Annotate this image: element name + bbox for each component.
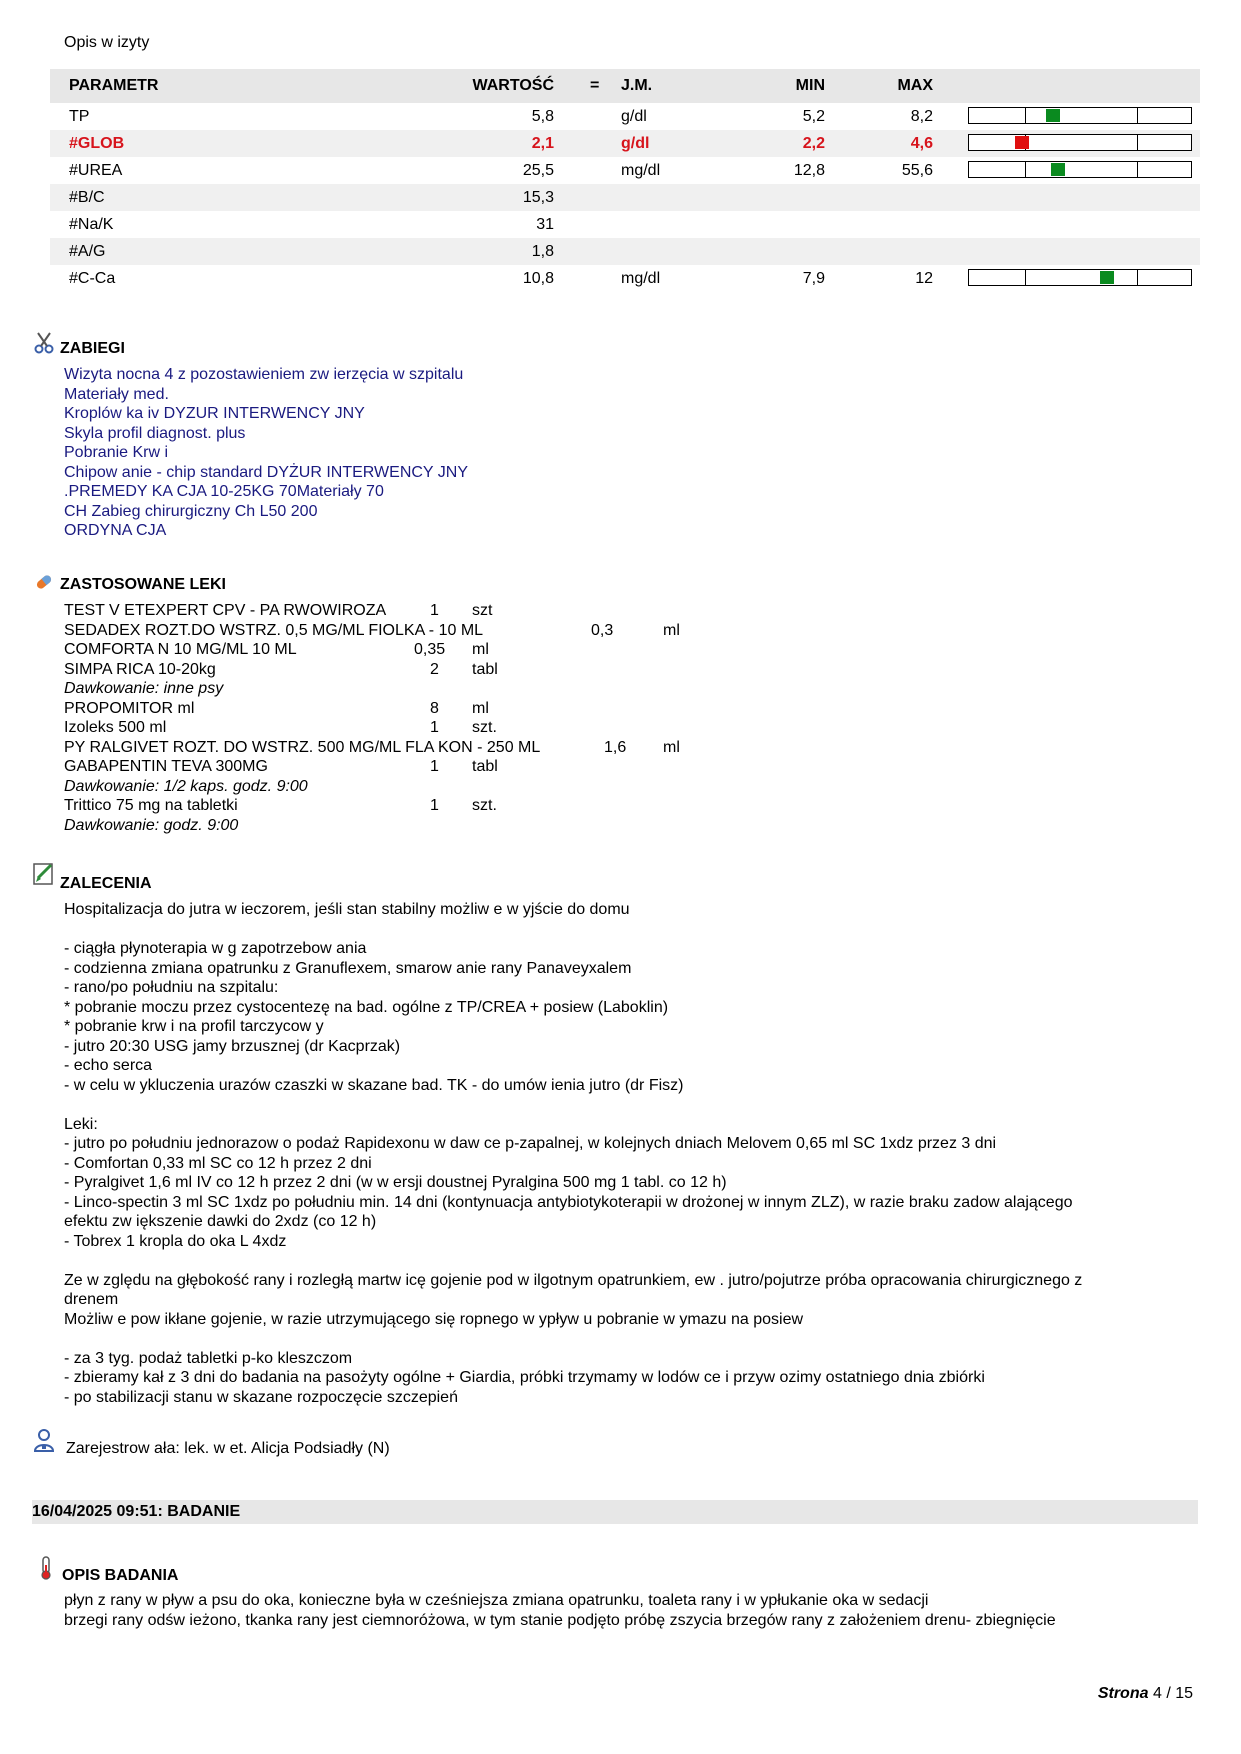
procedure-item: Skyla profil diagnost. plus [64,424,246,442]
procedure-item: Kroplów ka iv DYZUR INTERWENCY JNY [64,405,365,422]
lab-max: 8,2 [910,107,933,125]
recommendation-line: - echo serca [64,1057,153,1074]
lab-row [50,265,1200,292]
lab-max: 12 [915,269,933,287]
lab-value: 10,8 [522,269,554,287]
medication-qty: 0,3 [591,621,614,639]
procedures-title: ZABIEGI [60,340,125,357]
medication-qty: 2 [430,660,439,678]
lab-max: 55,6 [901,161,933,179]
medication-name: COMFORTA N 10 MG/ML 10 ML [64,641,297,658]
page-number: 4 [1152,1685,1162,1702]
procedure-item: .PREMEDY KA CJA 10-25KG 70Materiały 70 [64,483,384,500]
lab-value: 31 [536,215,554,233]
thermometer-icon [35,1556,57,1580]
lab-min: 12,8 [793,161,825,179]
recommendation-line [64,1251,1184,1271]
range-bar [968,134,1192,151]
recommendation-line: * pobranie moczu przez cystocentezę na bad. ogólne z TP/CREA + posiew (Laboklin) [64,998,669,1016]
lab-max: 4,6 [910,134,933,152]
range-marker [1100,271,1114,284]
medication-qty: 1 [430,602,439,619]
recommendation-line: * pobranie krw i na profil tarczycow y [64,1018,324,1035]
header-min: MIN [795,77,825,94]
medications-title: ZASTOSOWANE LEKI [60,576,226,593]
scissors-icon [33,331,55,355]
medication-name: PROPOMITOR ml [64,699,195,717]
medication-qty: 1,6 [604,738,627,756]
medication-name: PY RALGIVET ROZT. DO WSTRZ. 500 MG/ML FLA KON - 250 ML [64,738,541,756]
medication-unit: ml [663,738,680,756]
procedure-item: Chipow anie - chip standard DYŻUR INTERWENCY JNY [64,463,468,481]
lab-row [50,157,1200,184]
exam-line: płyn z rany w pływ a psu do oka, konieczne była w cześniejsza zmiana opatrunku, toaleta rany i w ypłukanie oka w sedacji [64,1592,929,1609]
procedure-item: Pobranie Krw i [64,444,169,461]
recommendation-line: Ze w zględu na głębokość rany i rozległą martw icę gojenie pod w ilgotnym opatrunkiem, ew . jutro/pojutrze próba opracowania chirurgicznego z [64,1271,1083,1289]
header-value: WARTOŚĆ [472,77,554,94]
lab-min: 2,2 [802,134,825,152]
procedure-item: Materiały med. [64,385,169,403]
lab-param: #UREA [69,161,123,179]
range-marker [1046,109,1060,122]
range-marker [1015,136,1029,149]
medication-qty: 1 [430,719,439,736]
pill-icon [33,570,55,594]
recommendation-line: - po stabilizacji stanu w skazane rozpoczęcie szczepień [64,1388,458,1406]
range-bar [968,107,1192,124]
medication-qty: 1 [430,797,439,814]
recommendation-line: Hospitalizacja do jutra w ieczorem, jeśli stan stabilny możliw e w yjście do domu [64,901,630,918]
visit-title: Opis w izyty [64,34,150,51]
dosage-text: Dawkowanie: godz. 9:00 [64,816,239,834]
exam-description [64,1591,1056,1630]
recommendation-line: - Linco-spectin 3 ml SC 1xdz po południu min. 14 dni (kontynuacja antybiotykoterapii w drożonej w innym ZLZ), w razie braku zadow alającego [64,1193,1073,1211]
medication-qty: 1 [430,758,439,775]
range-bar [968,161,1192,178]
recommendation-line: - jutro 20:30 USG jamy brzusznej (dr Kacprzak) [64,1037,401,1055]
medication-name: SEDADEX ROZT.DO WSTRZ. 0,5 MG/ML FIOLKA - 10 ML [64,621,484,639]
lab-unit: mg/dl [621,161,661,179]
medication-unit: szt [472,602,493,619]
medication-unit: tabl [472,758,498,775]
range-bar [968,269,1192,286]
page-footer [1098,1685,1193,1703]
lab-value: 25,5 [522,161,554,179]
lab-results-table [50,69,1200,292]
lab-value: 15,3 [522,188,554,206]
procedure-item: CH Zabieg chirurgiczny Ch L50 200 [64,502,318,520]
medication-unit: szt. [472,719,497,736]
lab-param: #GLOB [69,134,125,152]
recommendation-line: - Tobrex 1 kropla do oka L 4xdz [64,1232,287,1250]
medication-name: Trittico 75 mg na tabletki [64,797,238,814]
exam-date-bar [32,1500,1198,1524]
lab-param: #C-Ca [69,269,116,287]
header-param: PARAMETR [69,77,159,94]
lab-min: 7,9 [802,269,825,287]
lab-row [50,184,1200,211]
lab-param: #A/G [69,242,106,260]
lab-table-header [50,69,1200,103]
recommendation-line: - ciągła płynoterapia w g zapotrzebow ania [64,940,367,957]
lab-row [50,238,1200,265]
medication-name: SIMPA RICA 10-20kg [64,660,216,678]
lab-min: 5,2 [802,107,825,125]
lab-row [50,103,1200,130]
recommendation-line [64,1095,1184,1115]
header-unit: J.M. [621,77,653,94]
lab-row [50,211,1200,238]
medication-name: GABAPENTIN TEVA 300MG [64,758,268,775]
recommendations-title: ZALECENIA [60,875,152,892]
lab-row [50,130,1200,157]
recommendation-line: - w celu w ykluczenia urazów czaszki w skazane bad. TK - do umów ienia jutro (dr Fisz) [64,1076,684,1094]
lab-unit: g/dl [621,107,647,125]
lab-value: 2,1 [531,134,554,152]
medication-unit: tabl [472,660,498,678]
procedure-item: Wizyta nocna 4 z pozostawieniem zw ierzęcia w szpitalu [64,366,464,383]
exam-title: OPIS BADANIA [62,1567,179,1584]
page-total: / 15 [1166,1685,1193,1702]
lab-value: 1,8 [531,242,554,260]
edit-note-icon [33,862,55,886]
procedures-list [64,365,468,541]
recommendation-line: Możliw e pow ikłane gojenie, w razie utrzymującego się ropnego w ypływ u pobranie w ymazu na posiew [64,1310,804,1328]
page-label: Strona [1097,1685,1149,1702]
medication-unit: ml [472,699,489,717]
exam-date-header: 16/04/2025 09:51: BADANIE [32,1503,241,1520]
recommendation-line: - zbieramy kał z 3 dni do badania na pasożyty ogólne + Giardia, próbki trzymamy w lodów ce i przyw ozimy ostatniego dnia zbiórki [64,1369,985,1386]
lab-param: #B/C [69,188,105,206]
medication-qty: 8 [430,699,439,717]
medication-qty: 0,35 [414,641,446,658]
registered-by: Zarejestrow ała: lek. w et. Alicja Podsiadły (N) [66,1440,390,1457]
procedure-item: ORDYNA CJA [64,522,167,539]
doctor-icon [33,1428,55,1452]
recommendation-line: - rano/po południu na szpitalu: [64,979,279,996]
medication-name: TEST V ETEXPERT CPV - PA RWOWIROZA [64,602,387,619]
recommendation-line: drenem [64,1291,119,1308]
recommendation-line: - za 3 tyg. podaż tabletki p-ko kleszczom [64,1349,353,1367]
header-eq: = [590,77,600,94]
recommendation-line: - Pyralgivet 1,6 ml IV co 12 h przez 2 dni (w w ersji doustnej Pyralgina 500 mg 1 tabl. co 12 h) [64,1174,727,1191]
exam-line: brzegi rany odśw ieżono, tkanka rany jest ciemnoróżowa, w tym stanie podjęto próbę zszycia brzegów rany z założeniem drenu- zbiegnięcie [64,1611,1056,1629]
recommendation-line: - Comfortan 0,33 ml SC co 12 h przez 2 dni [64,1154,372,1172]
lab-unit: g/dl [621,134,650,152]
medication-unit: szt. [472,797,497,814]
recommendations-text [64,900,1184,1407]
range-marker [1051,163,1065,176]
medication-unit: ml [472,641,489,658]
recommendation-line [64,1329,1184,1349]
recommendation-line: efektu zw iększenie dawki do 2xdz (co 12 h) [64,1213,377,1230]
medication-name: Izoleks 500 ml [64,719,167,736]
recommendation-line: Leki: [64,1115,98,1133]
recommendation-line [64,920,1184,940]
dosage-text: Dawkowanie: 1/2 kaps. godz. 9:00 [64,777,308,795]
dosage-text: Dawkowanie: inne psy [64,680,224,697]
recommendation-line: - jutro po południu jednorazow o podaż Rapidexonu w daw ce p-zapalnej, w kolejnych dniach Melovem 0,65 ml SC 1xdz przez 3 dni [64,1135,997,1152]
medication-unit: ml [663,621,680,639]
header-max: MAX [897,77,933,94]
lab-param: #Na/K [69,215,114,233]
lab-param: TP [69,107,90,125]
recommendation-line: - codzienna zmiana opatrunku z Granuflexem, smarow anie rany Panaveyxalem [64,959,632,977]
lab-value: 5,8 [531,107,554,125]
lab-unit: mg/dl [621,269,661,287]
